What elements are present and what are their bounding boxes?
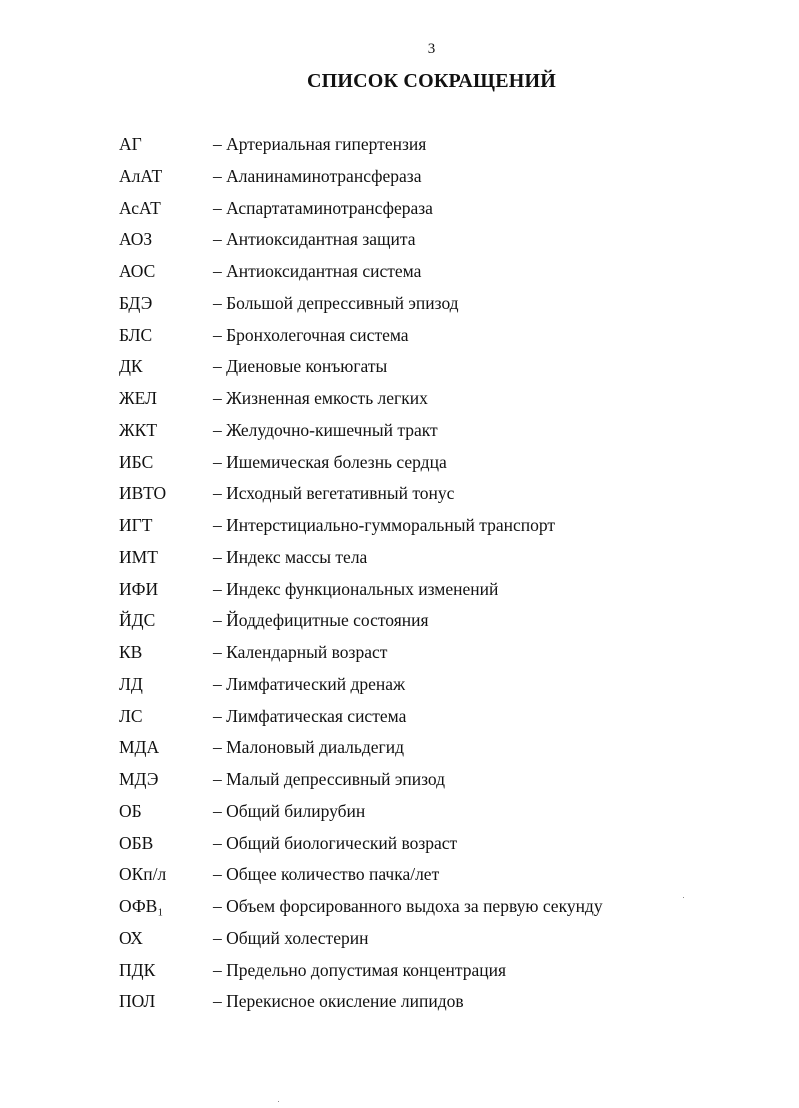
abbreviation-term: АОС — [119, 261, 156, 281]
abbreviation-term: АГ — [119, 134, 142, 154]
abbreviation-definition: – Желудочно-кишечный тракт — [213, 419, 438, 440]
abbreviation-definition: – Аспартатаминотрансфераза — [213, 197, 433, 218]
abbreviation-definition: – Бронхолегочная система — [213, 324, 409, 345]
abbreviation-definition: – Предельно допустимая концентрация — [213, 959, 507, 980]
abbreviation-definition: – Исходный вегетативный тонус — [213, 483, 455, 504]
abbreviation-definition: – Йоддефицитные состояния — [213, 610, 429, 631]
scan-speck — [683, 897, 684, 898]
abbreviation-term: АОЗ — [119, 229, 153, 250]
abbreviation-definition: – Лимфатическая система — [213, 705, 407, 726]
abbreviation-row — [119, 292, 759, 324]
abbreviation-row — [119, 673, 759, 705]
abbreviation-definition: – Лимфатический дренаж — [213, 673, 406, 694]
abbreviation-definition: – Общий биологический возраст — [213, 832, 458, 853]
abbreviation-term: БЛС — [119, 324, 153, 345]
abbreviation-definition: – Индекс массы тела — [213, 546, 368, 567]
abbreviation-term: ОКп/л — [119, 864, 167, 885]
abbreviation-row — [119, 197, 759, 229]
abbreviation-definition: – Интерстициально-гумморальный транспорт — [213, 515, 556, 535]
abbreviation-term: ИМТ — [119, 546, 158, 567]
abbreviation-row — [119, 736, 759, 768]
abbreviation-row — [119, 705, 759, 737]
abbreviation-row — [119, 419, 759, 451]
abbreviation-definition: – Аланинаминотрансфераза — [213, 165, 422, 186]
abbreviation-term: БДЭ — [119, 292, 153, 313]
abbreviation-definition: – Общий билирубин — [213, 800, 366, 821]
abbreviation-term: ЖКТ — [119, 419, 158, 440]
page-title: СПИСОК СОКРАЩЕНИЙ — [306, 70, 557, 92]
abbreviation-term: ИВТО — [119, 483, 167, 504]
abbreviation-term: ИФИ — [119, 578, 159, 599]
abbreviation-definition: – Календарный возраст — [213, 642, 388, 662]
abbreviation-definition: – Ишемическая болезнь сердца — [213, 451, 447, 472]
abbreviation-row — [119, 355, 759, 387]
abbreviation-row — [119, 514, 759, 546]
abbreviation-definition: – Общий холестерин — [213, 927, 369, 948]
abbreviation-definition: – Малый депрессивный эпизод — [213, 769, 446, 789]
page-number: 3 — [427, 41, 436, 57]
abbreviation-term: МДЭ — [119, 769, 159, 789]
abbreviation-row — [119, 800, 759, 832]
abbreviation-definition: – Объем форсированного выдоха за первую секунду — [213, 896, 603, 916]
abbreviation-term: ОФВ₁ — [119, 896, 164, 916]
abbreviation-row — [119, 832, 759, 864]
abbreviation-row — [119, 260, 759, 292]
abbreviation-row — [119, 165, 759, 197]
abbreviation-term: ИБС — [119, 451, 154, 472]
abbreviation-term: КВ — [119, 642, 143, 662]
abbreviation-term: ОХ — [119, 927, 143, 948]
abbreviation-term: ОБ — [119, 800, 142, 821]
abbreviation-row — [119, 324, 759, 356]
abbreviation-row — [119, 578, 759, 610]
abbreviation-definition: – Антиоксидантная защита — [213, 229, 416, 250]
abbreviation-term: ЛС — [119, 705, 143, 726]
abbreviation-row — [119, 641, 759, 673]
abbreviation-row — [119, 863, 759, 895]
abbreviation-definition: – Антиоксидантная система — [213, 261, 422, 281]
abbreviation-row — [119, 133, 759, 165]
abbreviation-definition: – Индекс функциональных изменений — [213, 578, 499, 599]
abbreviation-definition: – Артериальная гипертензия — [213, 134, 427, 154]
abbreviation-row — [119, 990, 759, 1022]
abbreviation-row — [119, 959, 759, 991]
abbreviation-term: МДА — [119, 737, 160, 758]
abbreviation-row — [119, 768, 759, 800]
abbreviation-term: ОБВ — [119, 832, 154, 853]
abbreviation-list — [119, 133, 759, 1022]
abbreviation-definition: – Большой депрессивный эпизод — [213, 292, 459, 313]
abbreviation-definition: – Жизненная емкость легких — [213, 388, 428, 408]
abbreviation-term: ЙДС — [119, 610, 156, 631]
scan-speck — [278, 1101, 279, 1102]
abbreviation-row — [119, 609, 759, 641]
abbreviation-row — [119, 546, 759, 578]
abbreviation-definition: – Диеновые конъюгаты — [213, 356, 388, 377]
abbreviation-term: АлАТ — [119, 165, 163, 186]
abbreviation-definition: – Малоновый диальдегид — [213, 737, 404, 758]
abbreviation-definition: – Перекисное окисление липидов — [213, 991, 464, 1012]
abbreviation-row — [119, 228, 759, 260]
abbreviation-term: ПДК — [119, 959, 156, 980]
abbreviation-term: ИГТ — [119, 515, 153, 535]
abbreviation-row — [119, 927, 759, 959]
abbreviation-term: ПОЛ — [119, 991, 156, 1012]
abbreviation-row — [119, 451, 759, 483]
abbreviation-term: ЖЕЛ — [119, 388, 158, 408]
abbreviation-row — [119, 387, 759, 419]
abbreviation-term: ДК — [119, 356, 143, 377]
abbreviation-term: ЛД — [119, 673, 143, 694]
abbreviation-row — [119, 482, 759, 514]
abbreviation-row — [119, 895, 759, 927]
abbreviation-term: АсАТ — [119, 197, 161, 218]
abbreviation-definition: – Общее количество пачка/лет — [213, 864, 440, 885]
